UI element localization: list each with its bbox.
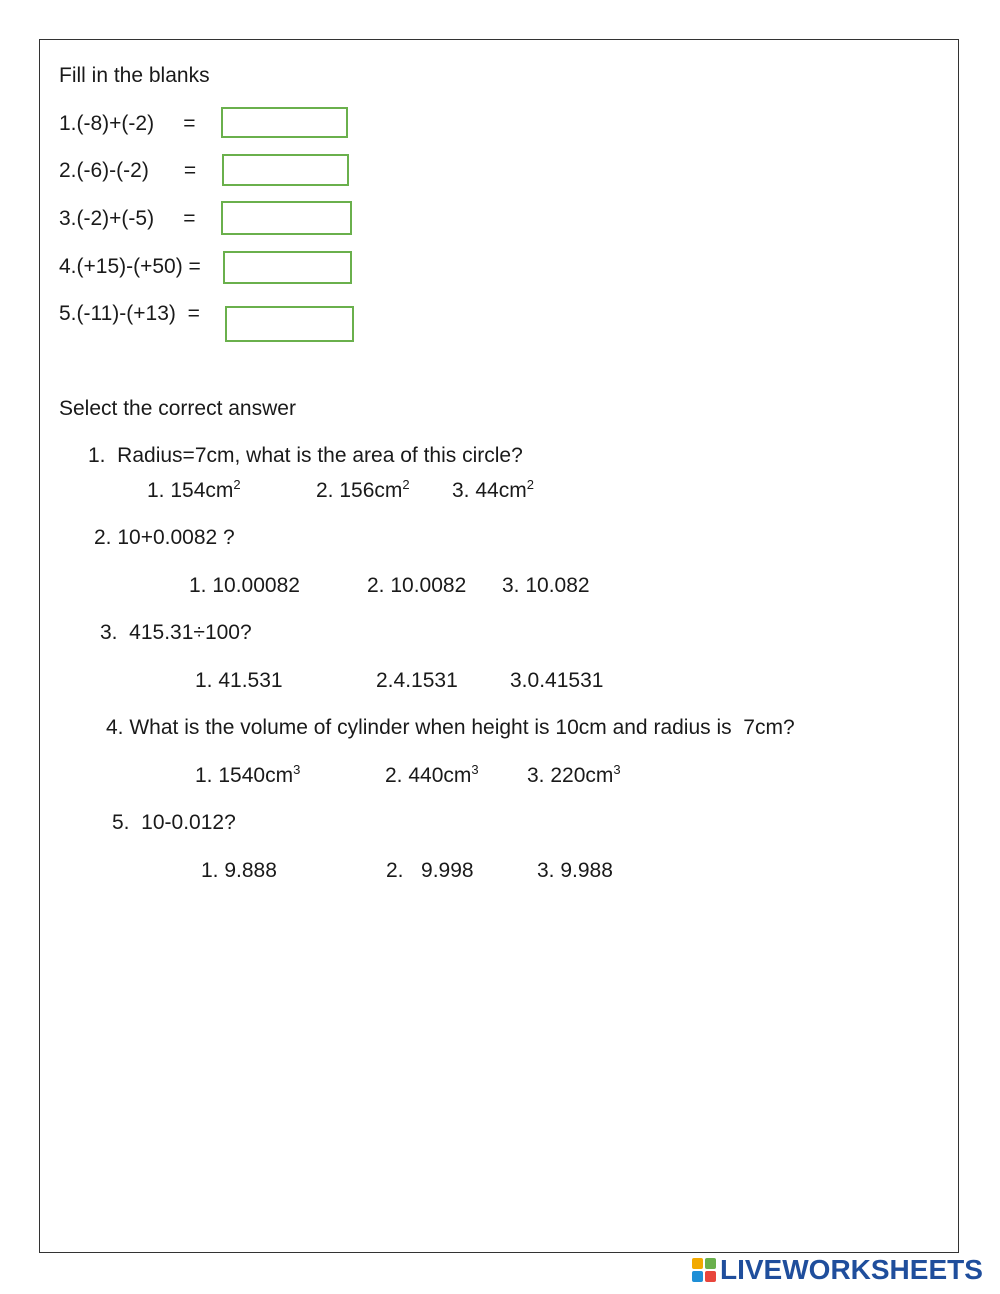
answer-input-4[interactable] xyxy=(223,251,352,284)
fill-label-1: 1.(-8)+(-2) = xyxy=(59,112,196,135)
answer-input-1[interactable] xyxy=(221,107,348,138)
q5-option-1[interactable]: 1. 9.888 xyxy=(201,859,277,882)
q4-option-3[interactable]: 3. $220cm^3$ xyxy=(527,762,621,787)
q1-option-3[interactable]: 3. $44cm^2$ xyxy=(452,477,534,502)
liveworksheets-logo-icon xyxy=(692,1258,716,1282)
q2-option-1[interactable]: 1. 10.00082 xyxy=(189,574,300,597)
q1-option-1[interactable]: 1. $154cm^2$ xyxy=(147,477,241,502)
q4-option-2[interactable]: 2. $440cm^3$ xyxy=(385,762,479,787)
fill-label-2: 2.(-6)-(-2) = xyxy=(59,159,197,182)
answer-input-3[interactable] xyxy=(221,201,352,235)
q3-option-3[interactable]: 3.0.41531 xyxy=(510,669,604,692)
question-3: 3. 415.31÷100? xyxy=(100,621,252,644)
q1-option-2[interactable]: 2. $156cm^2$ xyxy=(316,477,410,502)
q5-option-3[interactable]: 3. 9.988 xyxy=(537,859,613,882)
brand-name: LIVEWORKSHEETS xyxy=(720,1254,983,1285)
fill-label-3: 3.(-2)+(-5) = xyxy=(59,207,196,230)
fill-label-5: 5.(-11)-(+13) = xyxy=(59,302,200,325)
answer-input-2[interactable] xyxy=(222,154,349,186)
q2-option-3[interactable]: 3. 10.082 xyxy=(502,574,590,597)
q3-option-1[interactable]: 1. 41.531 xyxy=(195,669,283,692)
fill-heading: Fill in the blanks xyxy=(59,64,210,87)
q5-option-2[interactable]: 2. 9.998 xyxy=(386,859,474,882)
mcq-heading: Select the correct answer xyxy=(59,397,296,420)
question-4: 4. What is the volume of cylinder when height is 10cm and radius is 7cm? xyxy=(106,716,795,739)
question-2: 2. 10+0.0082 ? xyxy=(94,526,235,549)
question-1: 1. Radius=7cm, what is the area of this circle? xyxy=(88,444,523,467)
q2-option-2[interactable]: 2. 10.0082 xyxy=(367,574,467,597)
question-5: 5. 10-0.012? xyxy=(112,811,236,834)
q4-option-1[interactable]: 1. $1540cm^3$ xyxy=(195,762,301,787)
answer-input-5[interactable] xyxy=(225,306,354,342)
fill-label-4: 4.(+15)-(+50) = xyxy=(59,255,201,278)
q3-option-2[interactable]: 2.4.1531 xyxy=(376,669,458,692)
liveworksheets-logo xyxy=(692,1256,983,1284)
